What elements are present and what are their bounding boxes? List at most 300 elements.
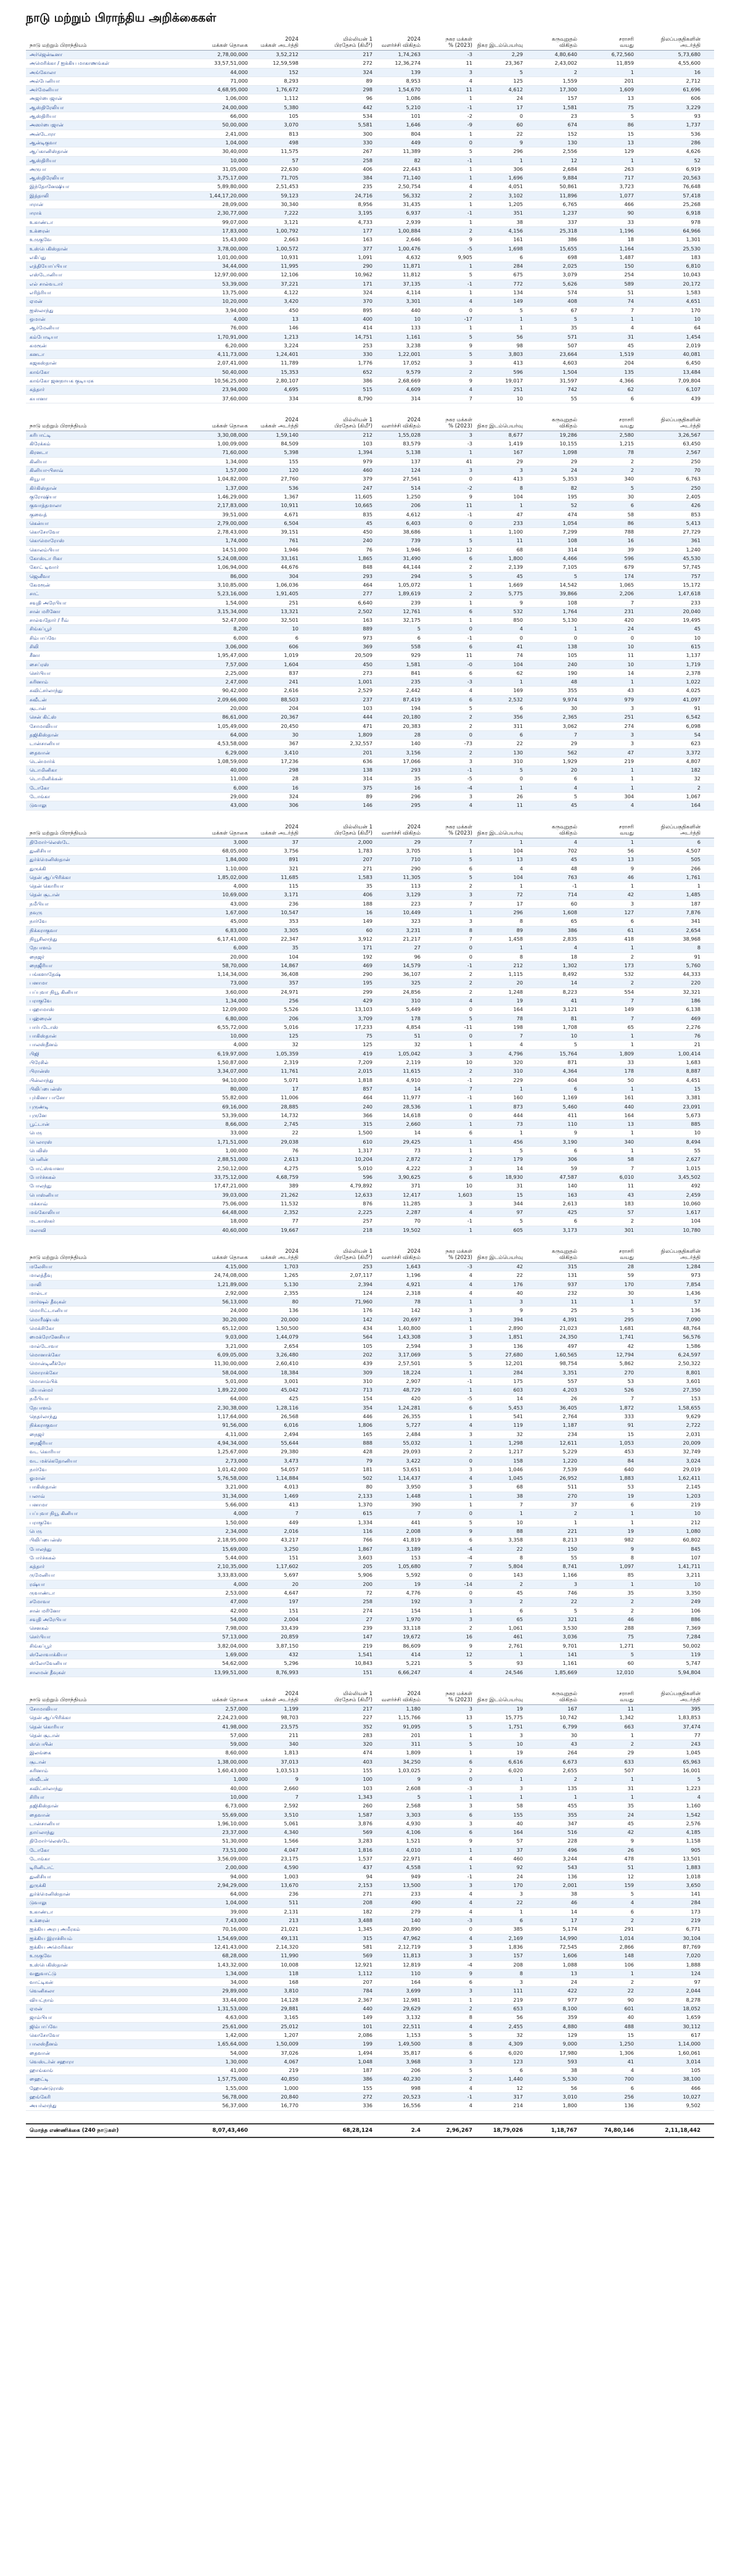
table-row[interactable]: [26, 262, 714, 271]
table-row[interactable]: [26, 51, 714, 59]
country-name[interactable]: இலங்கை: [30, 1749, 51, 1756]
table-row[interactable]: [26, 1103, 714, 1112]
table-row[interactable]: [26, 1811, 714, 1820]
table-row[interactable]: [26, 1934, 714, 1943]
country-name[interactable]: பிரேசில்: [30, 1059, 49, 1066]
table-row[interactable]: [26, 1589, 714, 1598]
table-row[interactable]: [26, 917, 714, 926]
country-name[interactable]: தென் ஆப்பிரிக்கா: [30, 1714, 71, 1721]
table-row[interactable]: [26, 1377, 714, 1386]
table-row[interactable]: [26, 1076, 714, 1085]
table-row[interactable]: [26, 1457, 714, 1466]
country-name[interactable]: சான் மரினோ: [30, 1607, 60, 1614]
column-header[interactable]: கருவுறுதல் விகிதம்: [551, 824, 577, 836]
table-row[interactable]: [26, 350, 714, 359]
table-row[interactable]: [26, 1333, 714, 1342]
table-row[interactable]: [26, 1147, 714, 1155]
column-header[interactable]: மக்கள் தொகை: [212, 1255, 248, 1261]
country-name[interactable]: கஜகஸ்தான்: [30, 360, 57, 366]
table-row[interactable]: [26, 359, 714, 368]
table-row[interactable]: [26, 1616, 714, 1624]
column-header[interactable]: 2024 வளர்ச்சி விகிதம்: [381, 824, 421, 836]
country-name[interactable]: கரிபாட்டி: [30, 431, 51, 438]
column-header[interactable]: மில்லியன் 1 பிரதேசம் (கிமீ²): [334, 824, 372, 836]
country-name[interactable]: சுவீடன்: [30, 696, 47, 703]
table-row[interactable]: [26, 909, 714, 917]
country-name[interactable]: கினியா: [30, 458, 47, 464]
table-row[interactable]: [26, 112, 714, 121]
table-row[interactable]: [26, 1705, 714, 1714]
country-name[interactable]: மொனாக்கோ: [30, 1351, 61, 1358]
column-header[interactable]: மக்கள் தொகை: [212, 830, 248, 836]
country-name[interactable]: ஸ்வீடன்: [30, 1776, 49, 1783]
country-name[interactable]: ஈராக்: [30, 210, 42, 217]
country-name[interactable]: துர்க்மெனிஸ்தான்: [30, 856, 70, 863]
country-name[interactable]: தாய்லாந்து: [30, 1829, 55, 1836]
country-name[interactable]: பிஜி: [30, 1050, 39, 1057]
country-name[interactable]: கயானா: [30, 395, 47, 402]
country-name[interactable]: தஜிகிஸ்தான்: [30, 731, 59, 738]
country-name[interactable]: நார்வே: [30, 918, 47, 925]
country-name[interactable]: மொரிட்டானியா: [30, 1307, 68, 1314]
country-name[interactable]: மார்ஷல் தீவுகள்: [30, 1298, 67, 1305]
table-row[interactable]: [26, 377, 714, 386]
country-name[interactable]: டோங்கா: [30, 1856, 51, 1862]
table-row[interactable]: [26, 1316, 714, 1324]
country-name[interactable]: பாலஸ்தீனம்: [30, 1041, 58, 1048]
country-name[interactable]: மொசாம்பிக்: [30, 1377, 58, 1384]
table-row[interactable]: [26, 1961, 714, 1970]
country-name[interactable]: உக்ரைன்: [30, 1917, 50, 1924]
table-row[interactable]: [26, 68, 714, 77]
table-row[interactable]: [26, 458, 714, 466]
table-row[interactable]: [26, 678, 714, 687]
country-name[interactable]: நிக்கராகுவா: [30, 927, 58, 933]
country-name[interactable]: பொஸ்னியா: [30, 1191, 59, 1198]
table-row[interactable]: [26, 775, 714, 783]
table-row[interactable]: [26, 1642, 714, 1651]
table-row[interactable]: [26, 2023, 714, 2031]
table-row[interactable]: [26, 784, 714, 793]
country-name[interactable]: சுவிட்சர்லாந்து: [30, 687, 63, 694]
country-name[interactable]: சீனா: [30, 652, 40, 659]
country-name[interactable]: செர்பியா: [30, 669, 51, 676]
table-row[interactable]: [26, 1714, 714, 1722]
table-row[interactable]: [26, 1032, 714, 1041]
table-row[interactable]: [26, 1492, 714, 1501]
table-row[interactable]: [26, 581, 714, 590]
column-header[interactable]: நகர மக்கள் % (2023): [445, 824, 472, 836]
country-name[interactable]: பார்படோஸ்: [30, 1023, 59, 1030]
table-row[interactable]: [26, 1598, 714, 1606]
country-name[interactable]: உஸ்பெகிஸ்தான்: [30, 1961, 68, 1968]
table-row[interactable]: [26, 1298, 714, 1307]
country-name[interactable]: நைஜீரியா: [30, 962, 53, 968]
table-row[interactable]: [26, 1360, 714, 1368]
column-header[interactable]: நாடு மற்றும் பிராந்தியம்: [30, 830, 87, 836]
country-name[interactable]: ஐக்கிய அரபு அமீரகம்: [30, 1926, 80, 1933]
table-row[interactable]: [26, 838, 714, 847]
country-name[interactable]: கொலம்பியா: [30, 546, 60, 553]
table-row[interactable]: [26, 1421, 714, 1430]
country-name[interactable]: பலாவ்: [30, 1492, 46, 1499]
table-row[interactable]: [26, 1624, 714, 1633]
table-row[interactable]: [26, 1208, 714, 1217]
table-row[interactable]: [26, 174, 714, 183]
column-header[interactable]: மக்கள் தொகை: [212, 1696, 248, 1703]
country-name[interactable]: வெனிசுலா: [30, 1988, 55, 1994]
column-header[interactable]: சராசரி வயது: [619, 1690, 634, 1703]
table-row[interactable]: [26, 1899, 714, 1907]
country-name[interactable]: சிங்கப்பூர்: [30, 1642, 52, 1649]
country-name[interactable]: பங்களாதேஷ்: [30, 971, 61, 978]
table-row[interactable]: [26, 599, 714, 608]
country-name[interactable]: டான்சானியா: [30, 740, 60, 747]
country-name[interactable]: ரஷ்யா: [30, 1580, 45, 1587]
table-row[interactable]: [26, 1112, 714, 1120]
table-row[interactable]: [26, 1767, 714, 1775]
country-name[interactable]: அல்பேனியா: [30, 77, 60, 84]
country-name[interactable]: கிரேக்கம்: [30, 440, 51, 447]
country-name[interactable]: சுவிட்சர்லாந்து: [30, 1785, 63, 1791]
country-name[interactable]: தைவான்: [30, 749, 51, 756]
table-row[interactable]: [26, 1165, 714, 1173]
table-row[interactable]: [26, 104, 714, 112]
table-row[interactable]: [26, 1820, 714, 1828]
country-name[interactable]: தென் கொரியா: [30, 1723, 64, 1730]
country-name[interactable]: நைஜர்: [30, 953, 45, 960]
table-row[interactable]: [26, 1509, 714, 1518]
table-row[interactable]: [26, 1059, 714, 1067]
column-header[interactable]: 2024 மக்கள் அடர்த்தி: [260, 416, 298, 429]
country-name[interactable]: ஈரான்: [30, 201, 44, 208]
column-header[interactable]: நிகர இடம்பெயர்வு: [477, 830, 523, 836]
country-name[interactable]: கனடா: [30, 351, 44, 358]
country-name[interactable]: பராகுவே: [30, 997, 52, 1004]
country-name[interactable]: ஆஸ்திரியா: [30, 113, 57, 120]
table-row[interactable]: [26, 2093, 714, 2102]
country-name[interactable]: நைஜீரியா: [30, 1439, 53, 1446]
country-name[interactable]: துருக்கி: [30, 1881, 46, 1888]
country-name[interactable]: கினியா-பிசாவ்: [30, 467, 64, 474]
table-row[interactable]: [26, 1793, 714, 1802]
table-row[interactable]: [26, 2084, 714, 2093]
table-row[interactable]: [26, 865, 714, 873]
table-row[interactable]: [26, 847, 714, 856]
country-name[interactable]: ருவாண்டா: [30, 1589, 55, 1596]
country-name[interactable]: ஓமான்: [30, 1475, 46, 1482]
country-name[interactable]: புர்கினா பாசோ: [30, 1094, 65, 1101]
country-name[interactable]: வாட்டிகன்: [30, 1979, 54, 1986]
country-name[interactable]: அர்ஜென்டீனா: [30, 51, 63, 57]
country-name[interactable]: பனாமா: [30, 1501, 48, 1508]
table-row[interactable]: [26, 713, 714, 722]
table-row[interactable]: [26, 625, 714, 634]
country-name[interactable]: பெலாரஸ்: [30, 1138, 52, 1145]
country-name[interactable]: அமெரிக்கா / ஐக்கிய மாகாணங்கள்: [30, 60, 110, 67]
column-header[interactable]: நாடு மற்றும் பிராந்தியம்: [30, 1255, 87, 1261]
table-row[interactable]: [26, 953, 714, 962]
table-row[interactable]: [26, 1749, 714, 1757]
country-name[interactable]: குவைத்: [30, 511, 47, 518]
table-row[interactable]: [26, 1200, 714, 1208]
country-name[interactable]: டோகோ: [30, 784, 49, 791]
column-header[interactable]: 2024 மக்கள் அடர்த்தி: [260, 1690, 298, 1703]
country-name[interactable]: எரித்ரியா: [30, 289, 51, 296]
table-row[interactable]: [26, 139, 714, 147]
table-row[interactable]: [26, 687, 714, 695]
country-name[interactable]: அஸர்பைஜான்: [30, 122, 64, 128]
column-header[interactable]: நிலப்பகுதிகளின் அடர்த்தி: [660, 36, 701, 49]
table-row[interactable]: [26, 1129, 714, 1137]
country-name[interactable]: சூடான்: [30, 1758, 46, 1765]
country-name[interactable]: அங்கோலா: [30, 68, 56, 75]
country-name[interactable]: உருகுவே: [30, 236, 52, 243]
country-name[interactable]: உஸ்பெகிஸ்தான்: [30, 245, 68, 252]
table-row[interactable]: [26, 1466, 714, 1474]
country-name[interactable]: தைவான்: [30, 2049, 51, 2056]
table-row[interactable]: [26, 1226, 714, 1235]
table-row[interactable]: [26, 2075, 714, 2084]
country-name[interactable]: மலேசியா: [30, 1263, 52, 1269]
country-name[interactable]: சவுதி அரேபியா: [30, 599, 67, 606]
country-name[interactable]: காங்கோ ஜனநாயக குடியரசு: [30, 377, 94, 384]
country-name[interactable]: ஜாம்பியா: [30, 2014, 52, 2021]
column-header[interactable]: நிகர இடம்பெயர்வு: [477, 1255, 523, 1261]
column-header[interactable]: நிகர இடம்பெயர்வு: [477, 423, 523, 429]
table-row[interactable]: [26, 537, 714, 545]
table-row[interactable]: [26, 333, 714, 342]
country-name[interactable]: ஐக்கிய அமெரிக்கா: [30, 1943, 73, 1950]
table-row[interactable]: [26, 1413, 714, 1421]
table-row[interactable]: [26, 157, 714, 165]
table-row[interactable]: [26, 590, 714, 598]
table-row[interactable]: [26, 1607, 714, 1616]
table-row[interactable]: [26, 2031, 714, 2040]
country-name[interactable]: சைப்ரஸ்: [30, 661, 49, 667]
table-row[interactable]: [26, 1094, 714, 1102]
country-name[interactable]: அருபா: [30, 165, 47, 172]
country-name[interactable]: நைஜர்: [30, 1430, 45, 1437]
table-row[interactable]: [26, 1067, 714, 1076]
table-row[interactable]: [26, 1633, 714, 1641]
country-name[interactable]: எகிப்து: [30, 254, 46, 260]
table-row[interactable]: [26, 59, 714, 68]
country-name[interactable]: திமோர்-லெஸ்டே: [30, 838, 70, 845]
table-row[interactable]: [26, 1448, 714, 1456]
country-name[interactable]: குரோஷியா: [30, 493, 57, 500]
table-row[interactable]: [26, 927, 714, 935]
table-row[interactable]: [26, 386, 714, 394]
country-name[interactable]: டொமினிக்கன்: [30, 775, 63, 782]
country-name[interactable]: சால்வதோர் / ரீவ்: [30, 617, 69, 624]
column-header[interactable]: மக்கள் தொகை: [212, 43, 248, 49]
table-row[interactable]: [26, 1563, 714, 1571]
table-row[interactable]: [26, 342, 714, 350]
country-name[interactable]: நேபாளம்: [30, 944, 52, 951]
country-name[interactable]: பெனின்: [30, 1156, 49, 1163]
country-name[interactable]: சாட்: [30, 590, 39, 597]
table-row[interactable]: [26, 935, 714, 944]
country-name[interactable]: தென் சூடான்: [30, 1732, 60, 1738]
table-row[interactable]: [26, 1015, 714, 1023]
table-row[interactable]: [26, 448, 714, 457]
table-row[interactable]: [26, 1536, 714, 1545]
table-row[interactable]: [26, 1846, 714, 1855]
country-name[interactable]: எஸ்டோனியா: [30, 271, 62, 278]
country-name[interactable]: நமீபியா: [30, 900, 49, 907]
table-row[interactable]: [26, 651, 714, 660]
table-row[interactable]: [26, 1873, 714, 1881]
table-row[interactable]: [26, 1651, 714, 1659]
table-row[interactable]: [26, 1970, 714, 1978]
table-row[interactable]: [26, 1580, 714, 1589]
table-row[interactable]: [26, 289, 714, 297]
table-row[interactable]: [26, 962, 714, 970]
country-name[interactable]: நியூசிலாந்து: [30, 935, 57, 942]
table-row[interactable]: [26, 997, 714, 1005]
table-row[interactable]: [26, 1881, 714, 1890]
country-name[interactable]: மொராக்கோ: [30, 1369, 59, 1376]
country-name[interactable]: சுரினாம்: [30, 1767, 49, 1774]
country-name[interactable]: ஐக்கிய இராச்சியம்: [30, 1934, 73, 1941]
country-name[interactable]: ஆன்டிகுவா: [30, 139, 57, 146]
country-name[interactable]: ஐஸ்லாந்து: [30, 307, 54, 313]
table-row[interactable]: [26, 280, 714, 289]
column-header[interactable]: 2024 வளர்ச்சி விகிதம்: [381, 36, 421, 49]
table-row[interactable]: [26, 643, 714, 651]
table-row[interactable]: [26, 1395, 714, 1403]
column-header[interactable]: நிலப்பகுதிகளின் அடர்த்தி: [660, 416, 701, 429]
table-row[interactable]: [26, 1978, 714, 1987]
country-name[interactable]: பாலஸ்தீனம்: [30, 2041, 58, 2047]
country-name[interactable]: போட்ஸ்வானா: [30, 1165, 64, 1171]
country-name[interactable]: வட மக்கெதோனியா: [30, 1457, 77, 1464]
column-header[interactable]: 2024 வளர்ச்சி விகிதம்: [381, 416, 421, 429]
country-name[interactable]: சூடான்: [30, 705, 46, 712]
table-row[interactable]: [26, 183, 714, 191]
country-name[interactable]: ஆஸ்திரேலியா: [30, 104, 64, 110]
country-name[interactable]: டோகோ: [30, 1846, 49, 1853]
table-row[interactable]: [26, 1925, 714, 1934]
table-row[interactable]: [26, 704, 714, 713]
table-row[interactable]: [26, 608, 714, 616]
country-name[interactable]: ஜிம்பாப்வே: [30, 2023, 58, 2029]
column-header[interactable]: நிலப்பகுதிகளின் அடர்த்தி: [660, 824, 701, 836]
column-header[interactable]: சராசரி வயது: [619, 416, 634, 429]
table-row[interactable]: [26, 1138, 714, 1147]
table-row[interactable]: [26, 1723, 714, 1732]
table-row[interactable]: [26, 1987, 714, 1996]
country-name[interactable]: உகாண்டா: [30, 218, 54, 225]
table-row[interactable]: [26, 1908, 714, 1917]
table-row[interactable]: [26, 749, 714, 758]
table-row[interactable]: [26, 395, 714, 403]
table-row[interactable]: [26, 218, 714, 227]
table-row[interactable]: [26, 502, 714, 510]
table-row[interactable]: [26, 1263, 714, 1271]
column-header[interactable]: நாடு மற்றும் பிராந்தியம்: [30, 43, 87, 49]
table-row[interactable]: [26, 130, 714, 139]
country-name[interactable]: ஸ்லோவாக்கியா: [30, 1651, 68, 1658]
column-header[interactable]: மக்கள் தொகை: [212, 423, 248, 429]
table-row[interactable]: [26, 1307, 714, 1315]
country-name[interactable]: டென்மார்க்: [30, 758, 56, 764]
table-row[interactable]: [26, 1740, 714, 1749]
country-name[interactable]: நெதர்லாந்து: [30, 1413, 57, 1420]
column-header[interactable]: கருவுறுதல் விகிதம்: [551, 416, 577, 429]
table-row[interactable]: [26, 1155, 714, 1164]
country-name[interactable]: சென் கிட்ஸ்: [30, 714, 57, 720]
table-row[interactable]: [26, 1474, 714, 1483]
table-row[interactable]: [26, 1050, 714, 1059]
country-name[interactable]: ஹாங்காங்: [30, 2067, 54, 2074]
table-row[interactable]: [26, 192, 714, 200]
column-header[interactable]: மில்லியன் 1 பிரதேசம் (கிமீ²): [334, 416, 372, 429]
country-name[interactable]: டுவாலு: [30, 1899, 47, 1906]
table-row[interactable]: [26, 2049, 714, 2058]
column-header[interactable]: கருவுறுதல் விகிதம்: [551, 1690, 577, 1703]
table-row[interactable]: [26, 1669, 714, 1677]
country-name[interactable]: துருக்கி: [30, 865, 46, 872]
country-name[interactable]: எத்தியோப்பியா: [30, 263, 67, 270]
country-name[interactable]: அஜர்பைஜான்: [30, 95, 63, 102]
country-name[interactable]: உக்ரைன்: [30, 227, 50, 234]
table-row[interactable]: [26, 1369, 714, 1377]
table-row[interactable]: [26, 1271, 714, 1280]
country-name[interactable]: சிங்கப்பூர்: [30, 625, 52, 632]
table-row[interactable]: [26, 1191, 714, 1200]
table-row[interactable]: [26, 147, 714, 156]
country-name[interactable]: ஒமான்: [30, 315, 46, 322]
table-row[interactable]: [26, 165, 714, 174]
country-name[interactable]: ருமேனியா: [30, 1572, 56, 1579]
table-row[interactable]: [26, 1828, 714, 1837]
country-name[interactable]: கோஸ்டா ரிகா: [30, 555, 62, 562]
country-name[interactable]: போர்ச்சுகல்: [30, 1173, 56, 1180]
column-header[interactable]: 2024 வளர்ச்சி விகிதம்: [381, 1249, 421, 1261]
country-name[interactable]: திமோர்-லெஸ்டே: [30, 1838, 70, 1844]
country-name[interactable]: அயர்லாந்து: [30, 2102, 57, 2109]
table-row[interactable]: [26, 1571, 714, 1580]
country-name[interactable]: துர்க்மெனிஸ்தான்: [30, 1891, 70, 1897]
country-name[interactable]: பனாமா: [30, 980, 48, 986]
table-row[interactable]: [26, 1120, 714, 1129]
table-row[interactable]: [26, 2066, 714, 2075]
table-row[interactable]: [26, 1041, 714, 1049]
country-name[interactable]: தென் ஆப்பிரிக்கா: [30, 873, 71, 880]
country-name[interactable]: சவுதி அரேபியா: [30, 1616, 67, 1622]
country-name[interactable]: அர்மேனியா: [30, 86, 59, 93]
country-name[interactable]: மியான்மர்: [30, 1387, 54, 1393]
table-row[interactable]: [26, 94, 714, 103]
table-row[interactable]: [26, 236, 714, 244]
table-row[interactable]: [26, 1996, 714, 2005]
country-name[interactable]: உருகுவே: [30, 1952, 52, 1959]
table-row[interactable]: [26, 466, 714, 475]
country-name[interactable]: ஸ்லோவேனியா: [30, 1660, 67, 1667]
table-row[interactable]: [26, 634, 714, 643]
country-name[interactable]: வியட்நாம்: [30, 1996, 54, 2003]
table-row[interactable]: [26, 1289, 714, 1298]
table-row[interactable]: [26, 873, 714, 882]
country-name[interactable]: மால்டா: [30, 1289, 47, 1296]
table-row[interactable]: [26, 519, 714, 528]
country-name[interactable]: துனிசியா: [30, 1873, 51, 1880]
table-row[interactable]: [26, 2040, 714, 2049]
country-name[interactable]: மெக்சிகோ: [30, 1325, 54, 1332]
column-header[interactable]: 2024 மக்கள் அடர்த்தி: [260, 824, 298, 836]
